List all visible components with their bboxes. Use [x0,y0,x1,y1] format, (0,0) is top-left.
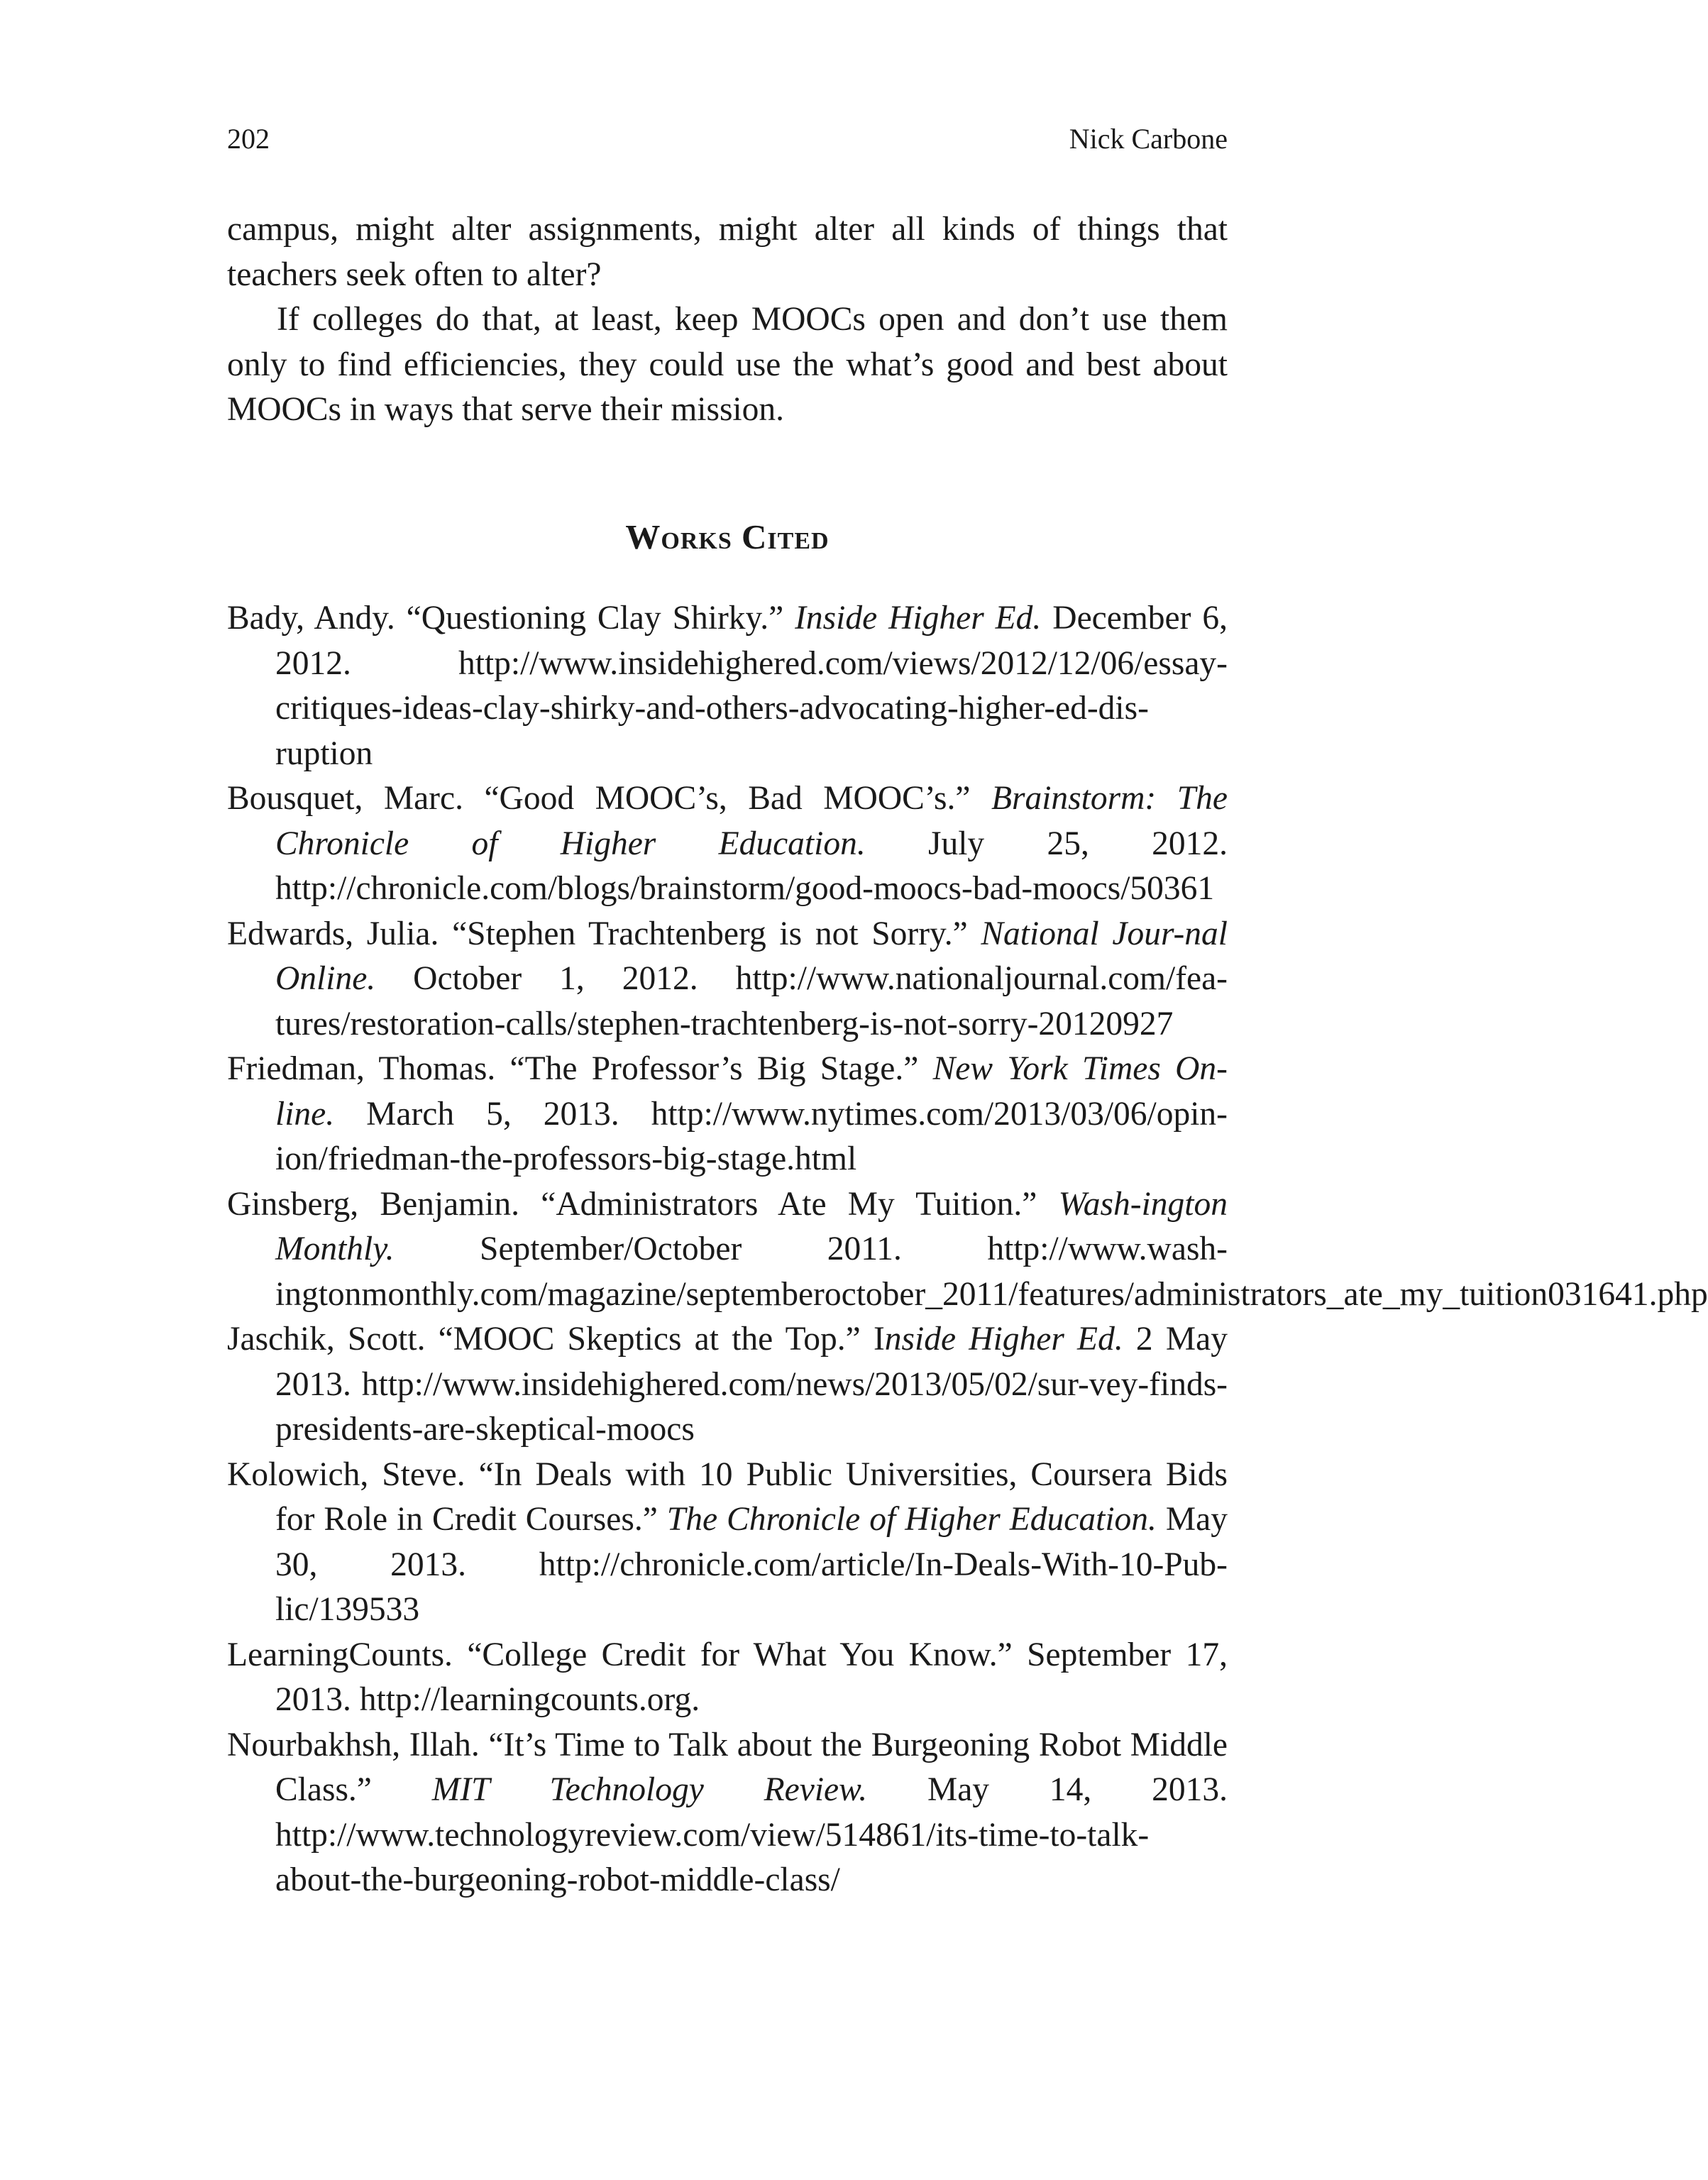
page-number: 202 [227,123,270,155]
reference-details: 2 May 2013. http://www.insidehighered.com/news/2013/05/02/sur-vey-finds-presidents-are-skeptical-moocs [275,1321,1228,1448]
reference-details: March 5, 2013. http://www.nytimes.com/2013/03/06/opin-ion/friedman-the-professors-big-stage.html [275,1095,1228,1177]
reference-source: New York Times On-line. [275,1050,1228,1133]
reference-text: Jaschik, Scott. “MOOC Skeptics at the Top.” I [227,1321,885,1358]
reference-entry [227,1047,1228,1182]
reference-entry [227,1633,1228,1723]
reference-source: nside Higher Ed. [884,1321,1123,1358]
reference-source: Brainstorm: The Chronicle of Higher Education. [275,780,1228,862]
works-cited-heading: Works Cited [625,517,830,556]
reference-details: October 1, 2012. http://www.nationaljournal.com/fea-tures/restoration-calls/stephen-trachtenberg-is-not-sorry-20120927 [275,960,1228,1042]
running-head [227,118,1228,160]
works-cited-list [227,596,1708,1903]
paragraph: If colleges do that, at least, keep MOOCs open and don’t use them only to find efficiencies, they could use the what’s good and best about MOOCs in ways that serve their mission. [227,301,1228,428]
reference-source: National Jour-nal Online. [275,915,1228,997]
reference-source: Wash-ington Monthly. [275,1185,1228,1267]
body-text [227,207,1228,433]
reference-text: Ginsberg, Benjamin. “Administrators Ate My Tuition.” [227,1185,1059,1223]
reference-details: July 25, 2012. http://chronicle.com/blogs/brainstorm/good-moocs-bad-moocs/50361 [275,825,1228,907]
reference-text: Nourbakhsh, Illah. “It’s Time to Talk about the Burgeoning Robot Middle Class.” [227,1726,1228,1808]
reference-entry [227,912,1228,1047]
reference-details: May 30, 2013. http://chronicle.com/article/In-Deals-With-10-Pub-lic/139533 [275,1501,1228,1628]
reference-details: September/October 2011. http://www.wash-ingtonmonthly.com/magazine/septemberoctober_2011/features/administrators_ate_my_tuition031641.php [275,1231,1708,1313]
reference-text: Kolowich, Steve. “In Deals with 10 Public Universities, Coursera Bids for Role in Credit Courses.” [227,1455,1228,1538]
reference-details: May 14, 2013. http://www.technologyreview.com/view/514861/its-time-to-talk-about-the-burgeoning-robot-middle-class/ [275,1771,1228,1898]
reference-details: December 6, 2012. http://www.insidehighered.com/views/2012/12/06/essay-critiques-ideas-clay-shirky-and-others-advocating-higher-ed-dis-ruption [275,600,1228,772]
reference-text: Bady, Andy. “Questioning Clay Shirky.” [227,600,795,637]
reference-entry [227,1182,1708,1318]
reference-text: LearningCounts. “College Credit for What You Know.” September 17, 2013. http://learningcounts.org. [227,1636,1228,1718]
paragraph-continued: campus, might alter assignments, might alter all kinds of things that teachers seek often to alter? [227,211,1228,293]
reference-source: Inside Higher Ed. [795,600,1042,637]
reference-source: MIT Technology Review. [431,1771,868,1808]
reference-entry [227,776,1228,912]
reference-text: Bousquet, Marc. “Good MOOC’s, Bad MOOC’s.” [227,780,991,817]
running-head-author: Nick Carbone [1069,123,1228,155]
reference-entry [227,596,1228,776]
reference-entry [227,1453,1228,1633]
reference-text: Friedman, Thomas. “The Professor’s Big Stage.” [227,1050,933,1087]
reference-text: Edwards, Julia. “Stephen Trachtenberg is not Sorry.” [227,915,981,952]
reference-source: The Chronicle of Higher Education. [666,1501,1157,1538]
reference-entry [227,1317,1228,1453]
reference-entry [227,1723,1228,1903]
